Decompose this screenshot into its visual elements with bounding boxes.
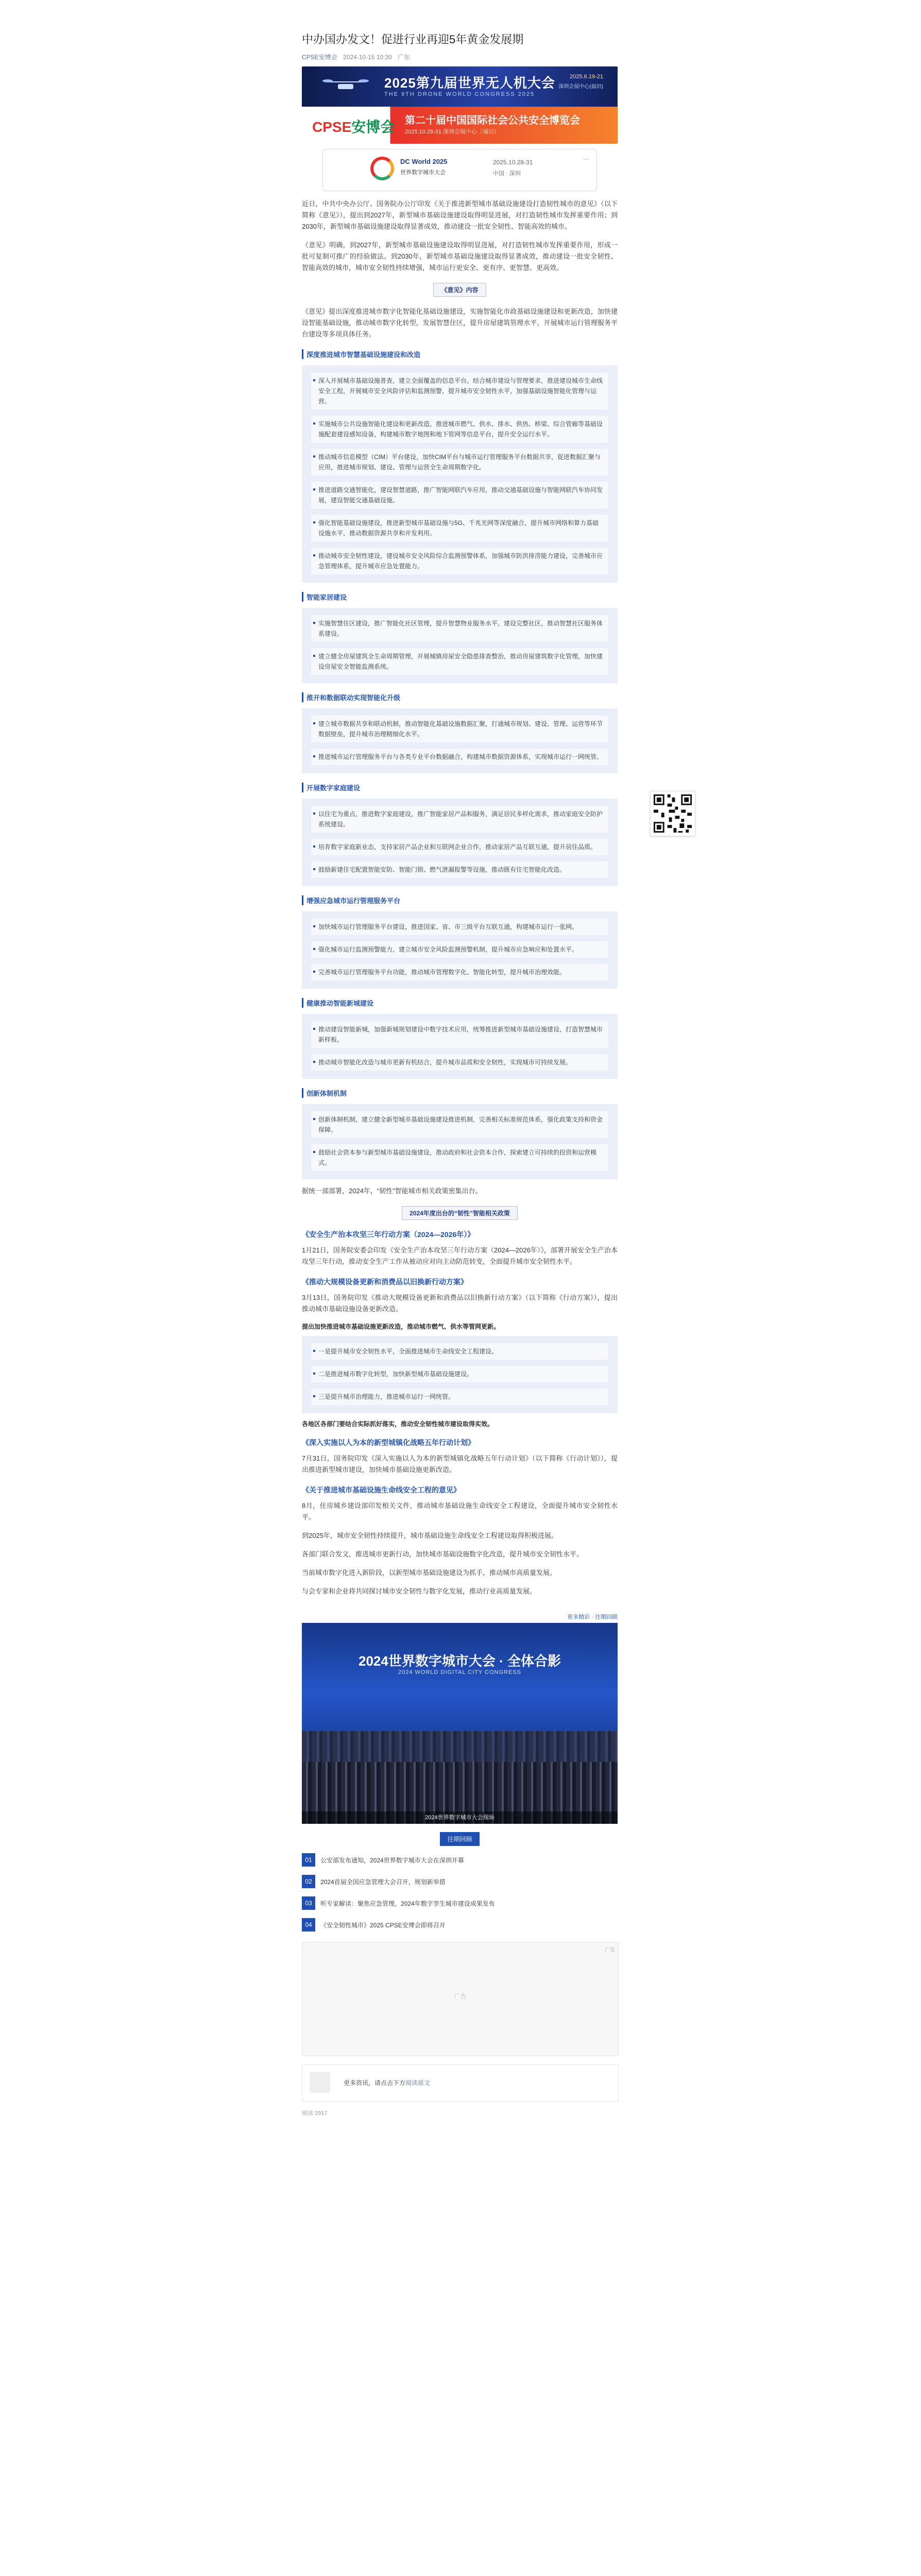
dc-world-logo-icon: [370, 157, 394, 180]
photo-section: [302, 1613, 618, 1824]
policies-heading: [302, 1206, 618, 1220]
section-box-7: [302, 1104, 618, 1179]
list-item: 实施智慧住区建设，推广智能化社区管理，提升智慧物业服务水平，建设完整社区，推动智慧社区服务体系建设。: [311, 615, 608, 642]
list-item: 二是推进城市数字化转型，加快新型城市基础设施建设。: [311, 1366, 608, 1382]
policy-title: 《推动大规模设备更新和消费品以旧换新行动方案》: [302, 1278, 468, 1286]
list-item: 推进城市运行管理服务平台与各类专业平台数据融合，构建城市数据资源体系，实现城市运行一网统管。: [311, 749, 608, 765]
section-box-6: [302, 1014, 618, 1079]
photo-title: 2024世界数字城市大会 · 全体合影: [359, 1653, 561, 1669]
tail-paragraph: 到2025年，城市安全韧性持续提升，城市基础设施生命线安全工程建设取得积极进展。: [302, 1532, 558, 1539]
list-item: 以住宅为重点，推进数字家庭建设，推广智能家居产品和服务，满足居民多样化需求，推动家庭安全防护系统建设。: [311, 806, 608, 833]
policy-note-text: 提出加快推进城市基础设施更新改造，推动城市燃气、供水等管网更新。: [302, 1323, 500, 1330]
drone-icon: [322, 76, 369, 96]
cpse-logo-cn: 安博会: [351, 119, 395, 135]
list-item: 推动城市信息模型（CIM）平台建设，加快CIM平台与城市运行管理服务平台数据共享，促进数据汇聚与应用，推进城市规划、建设、管理与运营全生命周期数字化。: [311, 449, 608, 476]
read-more-button[interactable]: 往期回顾: [440, 1832, 479, 1846]
list-item: 创新体制机制，建立健全新型城市基础设施建设推进机制，完善相关标准规范体系，强化政策支持和资金保障。: [311, 1111, 608, 1138]
list-item: 鼓励社会资本参与新型城市基础设施建设，推动政府和社会资本合作，探索建立可持续的投资和运营模式。: [311, 1144, 608, 1171]
card-name: DC World 2025: [400, 158, 448, 165]
cpse-logo-text: CPSE: [312, 119, 352, 135]
read-original-link[interactable]: 阅读原文: [405, 2079, 431, 2087]
tail-paragraph: 各部门联合发文，推进城市更新行动，加快城市基础设施数字化改造，提升城市安全韧性水平。: [302, 1550, 584, 1558]
yijian-intro: 《意见》提出深度推进城市数字化智能化基础设施建设，实施智能化市政基础设施建设和更新改造，加快建设智能基础设施，推动城市数字化转型，发展智慧住区，提升房屋建筑管理水平，开展城市运行管理服务平台建设等多项具体任务。: [302, 308, 618, 338]
account-name[interactable]: CPSE安博会: [302, 54, 337, 61]
intro-paragraph-2: 《意见》明确，到2027年，新型城市基础设施建设取得明显进展，对打造韧性城市发挥重要作用，形成一批可复制可推广的经验做法。到2030年，新型城市基础设施建设取得显著成效，推动建设一批安全韧性、智能高效的城市，城市安全韧性持续增强，城市运行更安全、更有序、更智慧、更高效。: [302, 241, 618, 272]
banner-bottom: [302, 107, 618, 144]
read-more: [302, 1832, 618, 1846]
section-heading-1: 深度推进城市智慧基础设施建设和改造: [302, 349, 618, 359]
closing-paragraph: 据统一部部署，2024年，“韧性”智能城市相关政策密集出台。: [302, 1187, 482, 1195]
banner-top: [302, 66, 618, 107]
ad-tag: 广告: [605, 1947, 615, 1953]
section-heading-6: 健康推动智能新城建设: [302, 998, 618, 1008]
card-date: 2025.10.28-31: [493, 159, 533, 166]
related-item[interactable]: [302, 1853, 618, 1867]
section-heading-3: 推开和数据联动实现智能化升级: [302, 692, 618, 702]
list-item: 培育数字家庭新业态，支持家居产品企业和互联网企业合作，推动家居产品互联互通，提升居住品质。: [311, 839, 608, 855]
banner-title: 2025第九届世界无人机大会: [384, 75, 555, 91]
banner-subtitle: THE 9TH DRONE WORLD CONGRESS 2025: [384, 91, 535, 97]
list-item: 加快城市运行管理服务平台建设，推进国家、省、市三级平台互联互通，构建城市运行一张网。: [311, 919, 608, 935]
section-box-5: [302, 911, 618, 989]
list-item: 完善城市运行管理服务平台功能，推动城市管理数字化、智能化转型，提升城市治理效能。: [311, 964, 608, 980]
tail-paragraph: 当前城市数字化进入新阶段，以新型城市基础设施建设为抓手，推动城市高质量发展。: [302, 1569, 557, 1577]
policy-title: 《安全生产治本攻坚三年行动方案（2024—2026年）》: [302, 1230, 475, 1239]
policy-desc: 3月13日，国务院印发《推动大规模设备更新和消费品以旧换新行动方案》（以下简称《行动方案》），提出推动城市基础设施设备更新改造。: [302, 1294, 618, 1313]
list-item: 推动建设智能新城，加强新城规划建设中数字技术应用，统筹推进新型城市基础设施建设，打造智慧城市新样板。: [311, 1021, 608, 1048]
article-title: 中办国办发文！促进行业再迎5年黄金发展期: [302, 33, 524, 46]
section-heading-4: 开展数字家庭建设: [302, 783, 618, 792]
related-title[interactable]: 听专家解读：聚焦应急管理，2024年数字孪生城市建设成果发布: [320, 1900, 495, 1907]
list-item: 一是提升城市安全韧性水平，全面推进城市生命线安全工程建设。: [311, 1343, 608, 1360]
section-heading-2: 智能家居建设: [302, 592, 618, 602]
related-num: 04: [302, 1918, 315, 1931]
list-item: 强化城市运行监测预警能力，建立城市安全风险监测预警机制，提升城市应急响应和处置水平。: [311, 941, 608, 958]
related-num: 01: [302, 1853, 315, 1867]
qr-code-icon: [651, 791, 695, 836]
policy-desc: 7月31日，国务院印发《深入实施以人为本的新型城镇化战略五年行动计划》（以下简称《行动计划》），提出推进新型城市建设，加快城市基础设施更新改造。: [302, 1454, 618, 1473]
account-avatar: [310, 2072, 330, 2093]
banner-date: 2025.6.19-21: [570, 74, 603, 80]
policy-note: [302, 1419, 618, 1428]
photo-subtitle: 2024 WORLD DIGITAL CITY CONGRESS: [398, 1669, 521, 1675]
qr-code[interactable]: [650, 791, 695, 836]
section-box-1: [302, 365, 618, 583]
section-box-3: [302, 708, 618, 773]
section-heading-5: 增强应急城市运行管理服务平台: [302, 895, 618, 905]
list-item: 推动城市智能化改造与城市更新有机结合，提升城市品质和安全韧性，实现城市可持续发展。: [311, 1054, 608, 1071]
publish-date: 2024-10-15 10:30: [343, 54, 392, 61]
group-photo[interactable]: [302, 1623, 618, 1824]
read-count: 阅读 2917: [302, 2110, 328, 2116]
section-box-4: [302, 799, 618, 886]
section-heading-7: 创新体制机制: [302, 1088, 618, 1098]
related-num: 02: [302, 1875, 315, 1888]
banner-2-subtitle: 2025.10.28-31 深圳会展中心（福田）: [405, 129, 500, 135]
policies-heading-text: 2024年度出台的“韧性”智能相关政策: [402, 1206, 518, 1220]
list-item: 建立健全房屋建筑全生命周期管理，开展城镇房屋安全隐患排查整治，推动房屋建筑数字化管理，加快建设房屋安全智能监测系统。: [311, 648, 608, 675]
main-heading-text: 《意见》内容: [433, 283, 486, 297]
policy-title: 《深入实施以人为本的新型城镇化战略五年行动计划》: [302, 1438, 475, 1447]
related-title[interactable]: 公安部发布通知，2024世界数字城市大会在深圳开幕: [320, 1856, 464, 1864]
section-box-2: [302, 608, 618, 683]
related-title[interactable]: 《安全韧性城市》2025 CPSE安博会即将召开: [320, 1921, 446, 1929]
policy-box: [302, 1336, 618, 1413]
follow-card[interactable]: [302, 2064, 619, 2102]
photo-caption: 2024世界数字城市大会现场: [302, 1811, 618, 1824]
ad-banner[interactable]: [302, 1942, 619, 2056]
photo-header: 更多精彩 · 往期回顾: [567, 1614, 618, 1620]
ad-text: 广告: [454, 1993, 467, 2000]
list-item: 强化智能基础设施建设，推进新型城市基础设施与5G、千兆光网等深度融合，提升城市网络和算力基础设施水平，推动数据资源共享和开发利用。: [311, 515, 608, 541]
list-item: 建立城市数据共享和联动机制，推动智能化基础设施数据汇聚，打通城市规划、建设、管理、运营等环节数据壁垒，提升城市治理精细化水平。: [311, 716, 608, 742]
article: [302, 32, 618, 2117]
policy-desc: 8月，住房城乡建设部印发相关文件，推动城市基础设施生命线安全工程建设，全面提升城市安全韧性水平。: [302, 1502, 618, 1521]
banner-2-title: 第二十届中国国际社会公共安全博览会: [405, 115, 580, 126]
intro-paragraph-1: 近日，中共中央办公厅、国务院办公厅印发《关于推进新型城市基础设施建设打造韧性城市的意见》（以下简称《意见》），提出到2027年，新型城市基础设施建设取得明显进展，对打造韧性城市发挥重要作用；到2030年，新型城市基础设施建设取得显著成效，推动建设一批安全韧性、智能高效的城市。: [302, 200, 618, 230]
related-item[interactable]: [302, 1918, 618, 1931]
list-item: 推动城市安全韧性建设，建设城市安全风险综合监测预警体系，加强城市防洪排涝能力建设，完善城市应急管理体系，提升城市应急处置能力。: [311, 548, 608, 574]
follow-text: 更多资讯，请点击下方: [344, 2079, 406, 2087]
article-meta: [302, 53, 618, 61]
related-item[interactable]: [302, 1896, 618, 1910]
policy-title: 《关于推进城市基础设施生命线安全工程的意见》: [302, 1486, 460, 1494]
list-item: 鼓励新建住宅配置智能安防、智能门锁、燃气泄漏报警等设施，推动既有住宅智能化改造。: [311, 861, 608, 878]
more-icon[interactable]: ⋯: [583, 156, 589, 163]
policy-note-text: 各地区各部门要结合实际抓好落实，推动安全韧性城市建设取得实效。: [302, 1420, 494, 1428]
banner-venue: 深圳会展中心(福田): [558, 84, 603, 90]
main-heading: [302, 283, 618, 297]
event-banner[interactable]: [302, 66, 618, 144]
policy-note: [302, 1322, 618, 1331]
card-location: 中国 · 深圳: [493, 171, 521, 177]
cpse-logo: [312, 116, 395, 137]
related-title[interactable]: 2024首届全国应急管理大会召开，规划新举措: [320, 1878, 446, 1886]
related-num: 03: [302, 1896, 315, 1910]
list-item: 推进道路交通智能化，建设智慧道路，推广智能网联汽车应用，推动交通基础设施与智能网联汽车协同发展，建设智能交通基础设施。: [311, 482, 608, 509]
event-card[interactable]: [322, 149, 597, 191]
list-item: 实施城市公共设施智能化建设和更新改造，推进城市燃气、供水、排水、供热、桥梁、综合管廊等基础设施配套建设感知设备，构建城市数字地图和地下管网等信息平台，提升安全运行水平。: [311, 416, 608, 443]
list-item: 深入开展城市基础设施普查，建立全面覆盖的信息平台。结合城市建设与管理要求，推进建设城市生命线安全工程，开展城市安全风险评估和监测预警，提升城市安全韧性水平，加强基础设施智能化管理与运营。: [311, 372, 608, 410]
card-cn-name: 世界数字城市大会: [400, 170, 446, 176]
list-item: 三是提升城市治理能力，推进城市运行一网统管。: [311, 1388, 608, 1405]
tail-paragraph: 与会专家和企业将共同探讨城市安全韧性与数字化发展，推动行业高质量发展。: [302, 1587, 537, 1595]
policy-desc: 1月21日，国务院安委会印发《安全生产治本攻坚三年行动方案（2024—2026年）》，部署开展安全生产治本攻坚三年行动，推动安全生产工作从被动应对向主动防范转变，全面提升城市安全韧性水平。: [302, 1246, 618, 1265]
related-item[interactable]: [302, 1875, 618, 1888]
publish-location: 广东: [398, 54, 411, 61]
follow-text-wrap: [344, 2078, 430, 2087]
